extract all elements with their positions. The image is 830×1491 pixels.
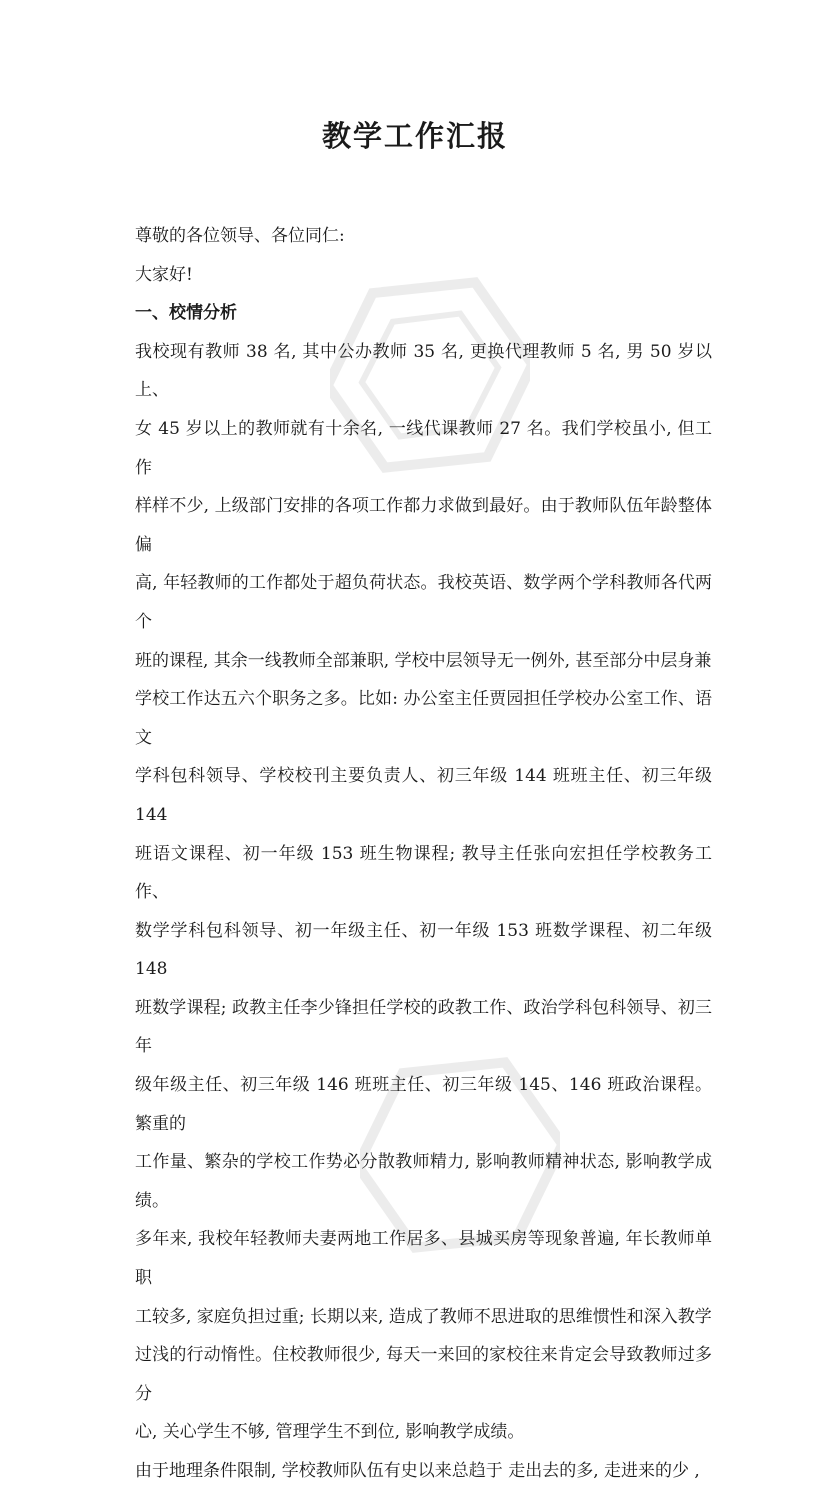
paragraph-line: 班的课程, 其余一线教师全部兼职, 学校中层领导无一例外, 甚至部分中层身兼: [135, 650, 712, 671]
paragraph-line: 样样不少, 上级部门安排的各项工作都力求做到最好。由于教师队伍年龄整体偏: [135, 496, 712, 555]
paragraph-line: 工较多, 家庭负担过重; 长期以来, 造成了教师不思进取的思维惯性和深入教学: [135, 1306, 712, 1327]
paragraph-line: 多年来, 我校年轻教师夫妻两地工作居多、县城买房等现象普遍, 年长教师单职: [135, 1229, 712, 1289]
paragraph-line: 我校现有教师 38 名, 其中公办教师 35 名, 更换代理教师 5 名, 男 50 岁以上、: [135, 341, 712, 401]
paragraph-line: 学校工作达五六个职务之多。比如: 办公室主任贾园担任学校办公室工作、语文: [135, 689, 712, 748]
paragraph-line: 工作量、繁杂的学校工作势必分散教师精力, 影响教师精神状态, 影响教学成绩。: [135, 1152, 712, 1211]
paragraph-line: 学科包科领导、学校校刊主要负责人、初三年级 144 班班主任、初三年级 144: [135, 766, 712, 825]
paragraph-line: 高, 年轻教师的工作都处于超负荷状态。我校英语、数学两个学科教师各代两个: [135, 573, 712, 632]
paragraph-school-analysis: [126, 333, 712, 1452]
section-heading: 一、校情分析: [135, 303, 237, 324]
paragraph-line: 由于地理条件限制, 学校教师队伍有史以来总趋于 走出去的多, 走进来的少 ,: [135, 1461, 700, 1481]
greeting-line: 尊敬的各位领导、各位同仁:: [135, 226, 345, 246]
paragraph-line: 班语文课程、初一年级 153 班生物课程; 教导主任张向宏担任学校教务工作、: [135, 843, 712, 903]
hello-line: 大家好!: [135, 264, 193, 285]
paragraph-line: 过浅的行动惰性。住校教师很少, 每天一来回的家校往来肯定会导致教师过多分: [135, 1345, 712, 1404]
paragraph-line: 数学学科包科领导、初一年级主任、初一年级 153 班数学课程、初二年级 148: [135, 920, 712, 980]
paragraph-line: 班数学课程; 政教主任李少锋担任学校的政教工作、政治学科包科领导、初三年: [135, 997, 712, 1057]
paragraph-line: 级年级主任、初三年级 146 班班主任、初三年级 145、146 班政治课程。繁重的: [135, 1075, 712, 1134]
paragraph-line: 女 45 岁以上的教师就有十余名, 一线代课教师 27 名。我们学校虽小, 但工作: [135, 418, 712, 478]
paragraph-line: 心, 关心学生不够, 管理学生不到位, 影响教学成绩。: [135, 1422, 525, 1443]
paragraph-geography: [126, 1452, 712, 1491]
document-title: 教学工作汇报: [321, 119, 508, 153]
document-body: [126, 217, 712, 1491]
